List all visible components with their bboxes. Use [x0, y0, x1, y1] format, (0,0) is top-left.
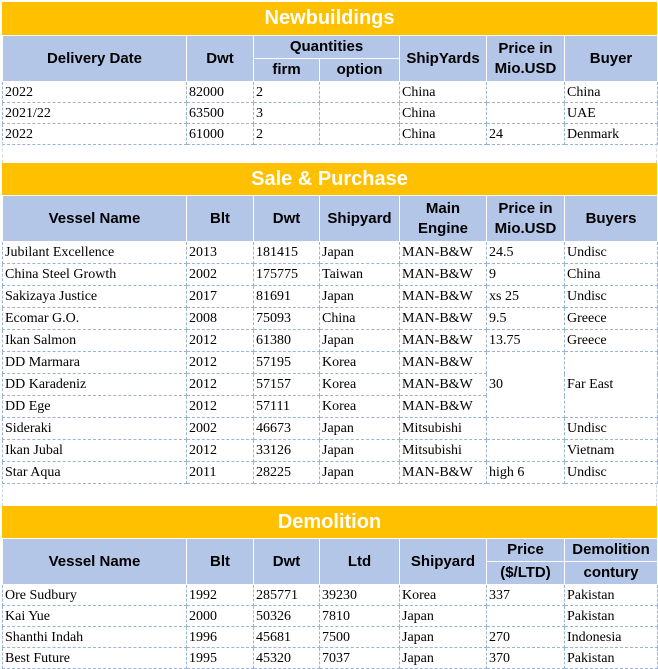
- cell-price: 24.5: [487, 242, 565, 264]
- cell-shipyard: Japan: [400, 648, 487, 669]
- cell-blt: 2017: [187, 286, 254, 308]
- cell-firm: 3: [254, 103, 320, 124]
- col-engine-line2: Engine: [417, 219, 468, 237]
- cell-shipyard: China: [320, 308, 400, 330]
- cell-shipyard: China: [400, 82, 487, 103]
- cell-vessel: Best Future: [3, 648, 187, 669]
- cell-dwt: 46673: [254, 418, 320, 440]
- table-row: [3, 352, 658, 374]
- cell-buyers: Undisc: [565, 418, 658, 440]
- col-price: [487, 196, 565, 242]
- cell-shipyard: Korea: [400, 585, 487, 606]
- cell-price: 337: [487, 585, 565, 606]
- cell-vessel: Star Aqua: [3, 462, 187, 484]
- table-row: [3, 242, 658, 264]
- cell-engine: MAN-B&W: [400, 330, 487, 352]
- cell-price: 30: [487, 352, 565, 418]
- cell-shipyard: Korea: [320, 352, 400, 374]
- table-row: [3, 286, 658, 308]
- cell-vessel: Shanthi Indah: [3, 627, 187, 648]
- cell-vessel: DD Ege: [3, 396, 187, 418]
- cell-blt: 2012: [187, 330, 254, 352]
- cell-vessel: Ore Sudbury: [3, 585, 187, 606]
- cell-blt: 2012: [187, 352, 254, 374]
- table-row: [3, 627, 658, 648]
- cell-price: high 6: [487, 462, 565, 484]
- cell-engine: MAN-B&W: [400, 264, 487, 286]
- col-quantities: Quantities: [254, 36, 400, 59]
- cell-blt: 1995: [187, 648, 254, 669]
- cell-dwt: 57195: [254, 352, 320, 374]
- col-vessel-name: Vessel Name: [3, 539, 187, 585]
- col-blt: Blt: [187, 539, 254, 585]
- col-price-line2: Mio.USD: [494, 219, 557, 237]
- cell-dwt: 81691: [254, 286, 320, 308]
- col-delivery-date: Delivery Date: [3, 36, 187, 82]
- cell-buyers: Undisc: [565, 242, 658, 264]
- cell-engine: MAN-B&W: [400, 352, 487, 374]
- cell-blt: 2002: [187, 418, 254, 440]
- cell-delivery: 2022: [3, 124, 187, 145]
- cell-price: 9.5: [487, 308, 565, 330]
- col-engine-line1: Main: [425, 199, 461, 217]
- table-row: [3, 264, 658, 286]
- cell-blt: 2000: [187, 606, 254, 627]
- cell-ltd: 7810: [320, 606, 400, 627]
- col-dwt: Dwt: [254, 539, 320, 585]
- cell-dwt: 45320: [254, 648, 320, 669]
- spacer: [2, 485, 657, 506]
- cell-shipyard: Japan: [320, 440, 400, 462]
- col-ltd: Ltd: [320, 539, 400, 585]
- col-buyer: Buyer: [565, 36, 658, 82]
- col-buyers: Buyers: [565, 196, 658, 242]
- cell-buyers: Greece: [565, 308, 658, 330]
- cell-dwt: 33126: [254, 440, 320, 462]
- cell-price: 370: [487, 648, 565, 669]
- cell-price: [487, 418, 565, 440]
- cell-country: Pakistan: [565, 585, 658, 606]
- cell-blt: 1992: [187, 585, 254, 606]
- cell-option: [320, 124, 400, 145]
- cell-country: Indonesia: [565, 627, 658, 648]
- cell-engine: MAN-B&W: [400, 374, 487, 396]
- col-price-line1: Price in: [498, 199, 553, 217]
- cell-ltd: 39230: [320, 585, 400, 606]
- cell-buyer: China: [565, 82, 658, 103]
- sale-purchase-table: [2, 195, 658, 484]
- cell-vessel: Ecomar G.O.: [3, 308, 187, 330]
- cell-buyers: Far East: [565, 352, 658, 418]
- cell-engine: Mitsubishi: [400, 440, 487, 462]
- col-option: option: [320, 59, 400, 82]
- col-shipyard: Shipyard: [320, 196, 400, 242]
- table-row: [3, 462, 658, 484]
- col-shipyards: ShipYards: [400, 36, 487, 82]
- cell-delivery: 2021/22: [3, 103, 187, 124]
- cell-ltd: 7037: [320, 648, 400, 669]
- table-row: [3, 440, 658, 462]
- cell-blt: 2012: [187, 374, 254, 396]
- cell-dwt: 57157: [254, 374, 320, 396]
- cell-shipyard: Taiwan: [320, 264, 400, 286]
- cell-vessel: Sideraki: [3, 418, 187, 440]
- cell-blt: 2012: [187, 396, 254, 418]
- cell-dwt: 75093: [254, 308, 320, 330]
- cell-blt: 2011: [187, 462, 254, 484]
- col-price-unit: ($/LTD): [487, 562, 565, 585]
- cell-buyers: China: [565, 264, 658, 286]
- cell-vessel: Ikan Jubal: [3, 440, 187, 462]
- cell-shipyard: China: [400, 103, 487, 124]
- cell-vessel: DD Marmara: [3, 352, 187, 374]
- col-demolition-country: Demolition: [565, 539, 658, 562]
- table-row: [3, 124, 658, 145]
- cell-price: [487, 440, 565, 462]
- cell-vessel: Sakizaya Justice: [3, 286, 187, 308]
- cell-engine: MAN-B&W: [400, 396, 487, 418]
- cell-buyers: Undisc: [565, 462, 658, 484]
- table-row: [3, 330, 658, 352]
- cell-shipyard: Japan: [320, 242, 400, 264]
- table-row: [3, 308, 658, 330]
- cell-dwt: 50326: [254, 606, 320, 627]
- cell-dwt: 82000: [187, 82, 254, 103]
- spacer: [2, 143, 657, 163]
- table-row: [3, 82, 658, 103]
- col-blt: Blt: [187, 196, 254, 242]
- cell-vessel: Ikan Salmon: [3, 330, 187, 352]
- newbuildings-title: Newbuildings: [2, 2, 657, 35]
- cell-dwt: 28225: [254, 462, 320, 484]
- cell-dwt: 175775: [254, 264, 320, 286]
- cell-delivery: 2022: [3, 82, 187, 103]
- cell-dwt: 57111: [254, 396, 320, 418]
- cell-price: xs 25: [487, 286, 565, 308]
- cell-dwt: 181415: [254, 242, 320, 264]
- cell-option: [320, 82, 400, 103]
- cell-firm: 2: [254, 82, 320, 103]
- cell-price: 270: [487, 627, 565, 648]
- cell-vessel: DD Karadeniz: [3, 374, 187, 396]
- cell-price: [487, 82, 565, 103]
- cell-dwt: 45681: [254, 627, 320, 648]
- cell-price: [487, 606, 565, 627]
- cell-engine: Mitsubishi: [400, 418, 487, 440]
- cell-ltd: 7500: [320, 627, 400, 648]
- table-row: [3, 103, 658, 124]
- cell-shipyard: Japan: [320, 462, 400, 484]
- cell-buyer: Denmark: [565, 124, 658, 145]
- col-price-line2: Mio.USD: [494, 59, 557, 77]
- cell-shipyard: Japan: [320, 418, 400, 440]
- cell-engine: MAN-B&W: [400, 308, 487, 330]
- cell-blt: 2013: [187, 242, 254, 264]
- cell-buyers: Vietnam: [565, 440, 658, 462]
- table-row: [3, 606, 658, 627]
- demolition-table: [2, 538, 658, 669]
- col-dwt: Dwt: [187, 36, 254, 82]
- cell-dwt: 61000: [187, 124, 254, 145]
- cell-shipyard: Korea: [320, 374, 400, 396]
- cell-shipyard: Japan: [400, 606, 487, 627]
- cell-country: Pakistan: [565, 648, 658, 669]
- cell-vessel: Kai Yue: [3, 606, 187, 627]
- cell-price: 13.75: [487, 330, 565, 352]
- cell-dwt: 61380: [254, 330, 320, 352]
- cell-price: 24: [487, 124, 565, 145]
- cell-shipyard: Japan: [320, 286, 400, 308]
- cell-vessel: China Steel Growth: [3, 264, 187, 286]
- cell-shipyard: China: [400, 124, 487, 145]
- table-row: [3, 585, 658, 606]
- cell-shipyard: Japan: [400, 627, 487, 648]
- cell-blt: 2012: [187, 440, 254, 462]
- cell-dwt: 63500: [187, 103, 254, 124]
- col-price: [487, 36, 565, 82]
- col-demolition-country-line2: contury: [565, 562, 658, 585]
- cell-buyers: Greece: [565, 330, 658, 352]
- col-price-line1: Price in: [498, 39, 553, 57]
- table-row: [3, 418, 658, 440]
- cell-price: [487, 103, 565, 124]
- sale-purchase-title: Sale & Purchase: [2, 163, 657, 195]
- cell-blt: 2008: [187, 308, 254, 330]
- cell-blt: 1996: [187, 627, 254, 648]
- cell-dwt: 285771: [254, 585, 320, 606]
- col-shipyard: Shipyard: [400, 539, 487, 585]
- col-firm: firm: [254, 59, 320, 82]
- table-row: [3, 648, 658, 669]
- cell-vessel: Jubilant Excellence: [3, 242, 187, 264]
- cell-engine: MAN-B&W: [400, 242, 487, 264]
- cell-option: [320, 103, 400, 124]
- col-main-engine: [400, 196, 487, 242]
- col-vessel-name: Vessel Name: [3, 196, 187, 242]
- cell-engine: MAN-B&W: [400, 462, 487, 484]
- cell-buyers: Undisc: [565, 286, 658, 308]
- cell-blt: 2002: [187, 264, 254, 286]
- cell-shipyard: Korea: [320, 396, 400, 418]
- newbuildings-table: [2, 35, 658, 145]
- cell-price: 9: [487, 264, 565, 286]
- cell-buyer: UAE: [565, 103, 658, 124]
- col-dwt: Dwt: [254, 196, 320, 242]
- col-price: Price: [487, 539, 565, 562]
- cell-shipyard: Japan: [320, 330, 400, 352]
- cell-engine: MAN-B&W: [400, 286, 487, 308]
- cell-firm: 2: [254, 124, 320, 145]
- demolition-title: Demolition: [2, 506, 657, 538]
- cell-country: Pakistan: [565, 606, 658, 627]
